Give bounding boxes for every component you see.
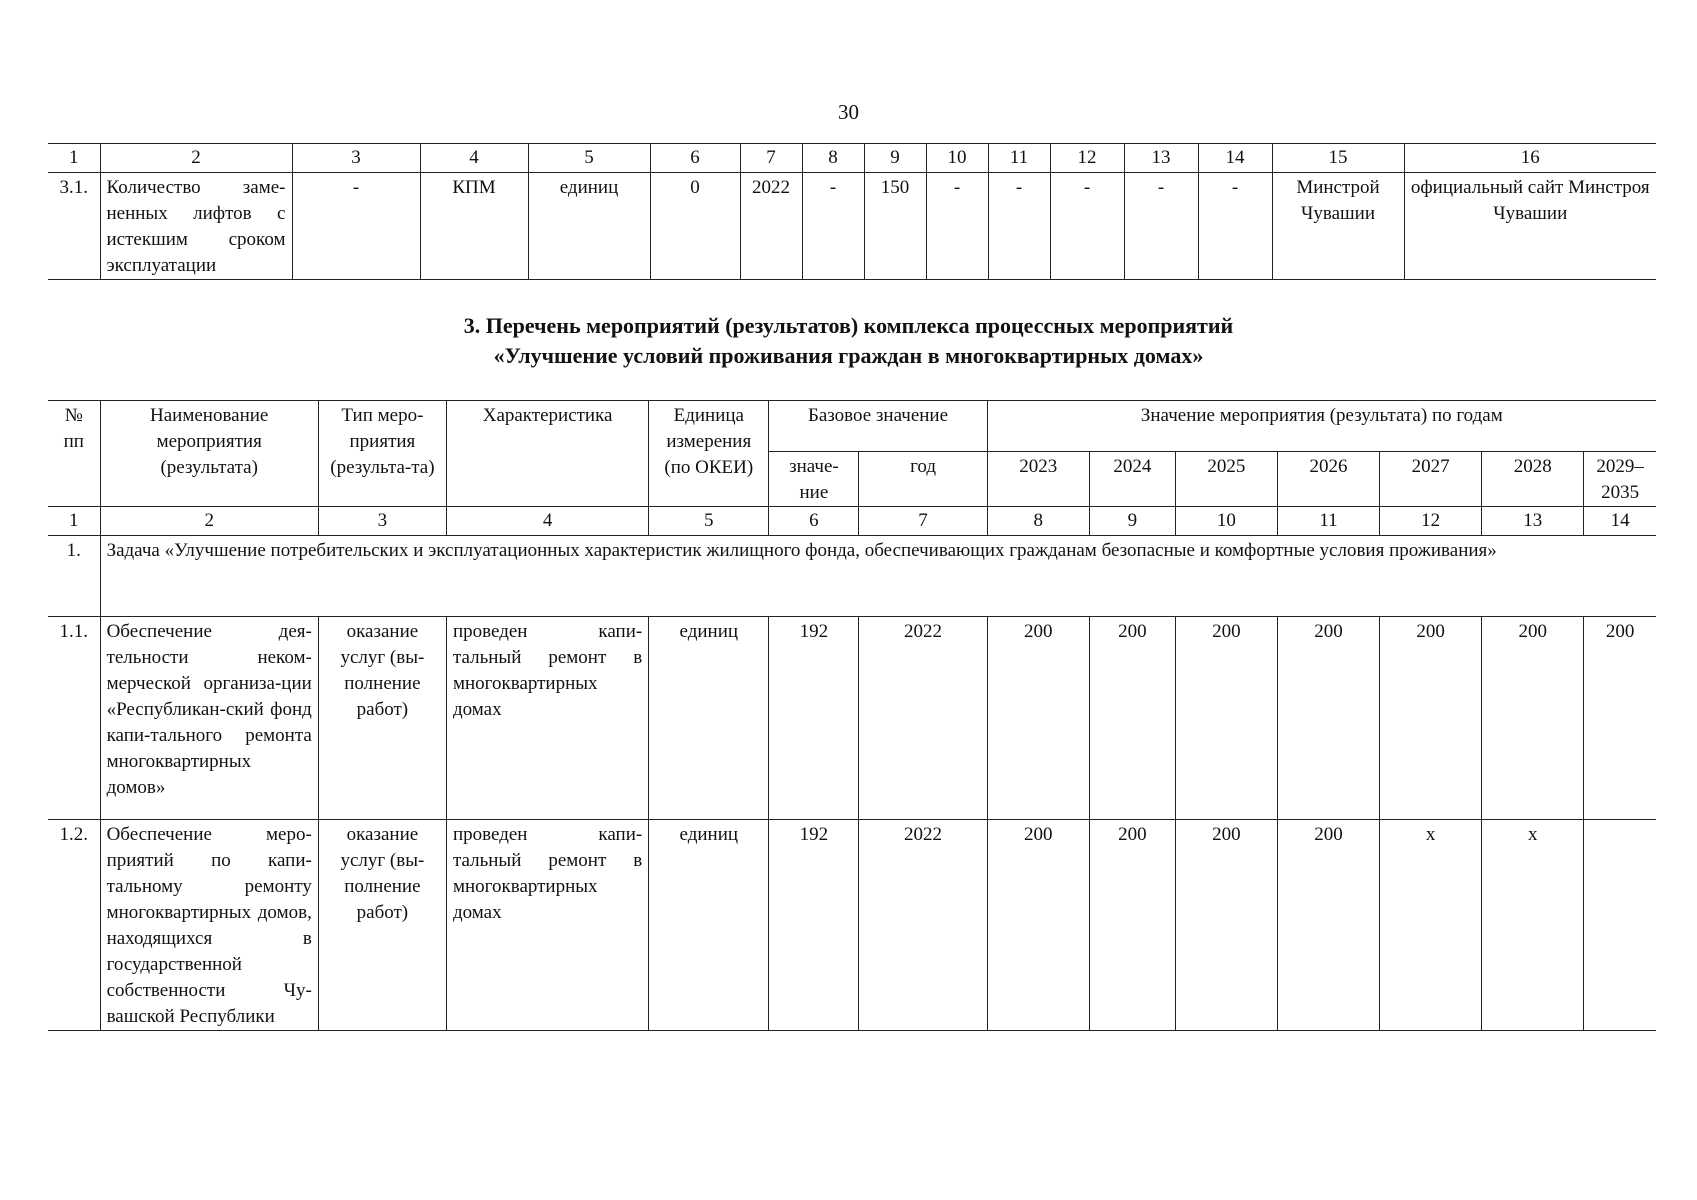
col-index: 4	[420, 144, 528, 173]
header-type: Тип меро-приятия (результа-та)	[318, 401, 446, 507]
header-name: Наименование мероприятия (результата)	[100, 401, 318, 507]
table-header-row	[48, 144, 1656, 173]
col-index: 2	[100, 144, 292, 173]
col-index: 12	[1380, 507, 1482, 536]
col-index: 9	[864, 144, 926, 173]
measure-unit: единиц	[649, 820, 769, 1031]
header-base-value: значе-ние	[769, 452, 859, 507]
header-characteristic: Характеристика	[446, 401, 648, 507]
col-index: 8	[802, 144, 864, 173]
cell: -	[926, 173, 988, 280]
year-value: 200	[1175, 617, 1277, 820]
year-value: x	[1380, 820, 1482, 1031]
header-year: 2024	[1089, 452, 1175, 507]
year-value: 200	[1482, 617, 1584, 820]
col-index: 16	[1404, 144, 1656, 173]
col-index: 3	[318, 507, 446, 536]
section-title-line2: «Улучшение условий проживания граждан в многоквартирных домах»	[493, 343, 1204, 368]
col-index: 5	[528, 144, 650, 173]
col-index: 11	[1277, 507, 1379, 536]
header-year: 2028	[1482, 452, 1584, 507]
col-index: 4	[446, 507, 648, 536]
cell: -	[802, 173, 864, 280]
col-index: 10	[926, 144, 988, 173]
col-index: 14	[1584, 507, 1656, 536]
col-index: 8	[987, 507, 1089, 536]
year-value	[1584, 820, 1656, 1031]
header-year: 2029–2035	[1584, 452, 1656, 507]
col-index: 7	[740, 144, 802, 173]
measures-table	[48, 400, 1656, 1031]
task-number: 1.	[48, 536, 100, 617]
table-row	[48, 820, 1656, 1031]
header-year: 2023	[987, 452, 1089, 507]
measure-name: Обеспечение меро-приятий по капи-тальному ремонту многоквартирных домов, находящихся в государственной собственности Чу-вашской Республики	[100, 820, 318, 1031]
section-heading	[0, 311, 1697, 371]
cell: -	[292, 173, 420, 280]
header-year: 2025	[1175, 452, 1277, 507]
year-value: x	[1482, 820, 1584, 1031]
base-value: 192	[769, 617, 859, 820]
measure-characteristic: проведен капи-тальный ремонт в многоквартирных домах	[446, 820, 648, 1031]
col-index: 3	[292, 144, 420, 173]
cell: Минстрой Чувашии	[1272, 173, 1404, 280]
cell: 150	[864, 173, 926, 280]
col-index: 1	[48, 144, 100, 173]
row-number: 1.1.	[48, 617, 100, 820]
base-year: 2022	[859, 820, 987, 1031]
cell: единиц	[528, 173, 650, 280]
cell: -	[1050, 173, 1124, 280]
year-value: 200	[1089, 820, 1175, 1031]
base-value: 192	[769, 820, 859, 1031]
year-value: 200	[987, 617, 1089, 820]
col-index: 13	[1482, 507, 1584, 536]
indicators-table	[48, 143, 1656, 280]
measure-type: оказание услуг (вы-полнение работ)	[318, 820, 446, 1031]
table-index-row	[48, 507, 1656, 536]
year-value: 200	[1380, 617, 1482, 820]
col-index: 6	[650, 144, 740, 173]
measure-type: оказание услуг (вы-полнение работ)	[318, 617, 446, 820]
header-unit: Единица измерения (по ОКЕИ)	[649, 401, 769, 507]
task-text: Задача «Улучшение потребительских и эксплуатационных характеристик жилищного фонда, обеспечивающих гражданам безопасные и комфортные условия проживания»	[100, 536, 1656, 617]
measure-unit: единиц	[649, 617, 769, 820]
table-row	[48, 617, 1656, 820]
col-index: 12	[1050, 144, 1124, 173]
col-index: 10	[1175, 507, 1277, 536]
cell: 2022	[740, 173, 802, 280]
base-year: 2022	[859, 617, 987, 820]
task-row	[48, 536, 1656, 617]
col-index: 7	[859, 507, 987, 536]
header-year: 2026	[1277, 452, 1379, 507]
col-index: 15	[1272, 144, 1404, 173]
col-index: 11	[988, 144, 1050, 173]
section-title-line1: 3. Перечень мероприятий (результатов) комплекса процессных мероприятий	[463, 313, 1234, 338]
col-index: 13	[1124, 144, 1198, 173]
table-header-row	[48, 401, 1656, 452]
col-index: 9	[1089, 507, 1175, 536]
col-index: 14	[1198, 144, 1272, 173]
cell: официальный сайт Минстроя Чувашии	[1404, 173, 1656, 280]
row-number: 1.2.	[48, 820, 100, 1031]
cell: -	[1124, 173, 1198, 280]
col-index: 1	[48, 507, 100, 536]
cell: -	[1198, 173, 1272, 280]
cell: 0	[650, 173, 740, 280]
year-value: 200	[987, 820, 1089, 1031]
cell: КПМ	[420, 173, 528, 280]
indicator-name: Количество заме-ненных лифтов с истекшим сроком эксплуатации	[100, 173, 292, 280]
col-index: 2	[100, 507, 318, 536]
header-base-year: год	[859, 452, 987, 507]
header-base: Базовое значение	[769, 401, 987, 452]
col-index: 5	[649, 507, 769, 536]
table-row	[48, 173, 1656, 280]
year-value: 200	[1584, 617, 1656, 820]
header-num: № пп	[48, 401, 100, 507]
measure-name: Обеспечение дея-тельности неком-мерческой организа-ции «Республикан-ский фонд капи-тального ремонта многоквартирных домов»	[100, 617, 318, 820]
col-index: 6	[769, 507, 859, 536]
page-number: 30	[838, 100, 859, 124]
header-years-group: Значение мероприятия (результата) по годам	[987, 401, 1656, 452]
year-value: 200	[1175, 820, 1277, 1031]
row-number: 3.1.	[48, 173, 100, 280]
year-value: 200	[1089, 617, 1175, 820]
year-value: 200	[1277, 617, 1379, 820]
header-year: 2027	[1380, 452, 1482, 507]
year-value: 200	[1277, 820, 1379, 1031]
cell: -	[988, 173, 1050, 280]
measure-characteristic: проведен капи-тальный ремонт в многоквартирных домах	[446, 617, 648, 820]
